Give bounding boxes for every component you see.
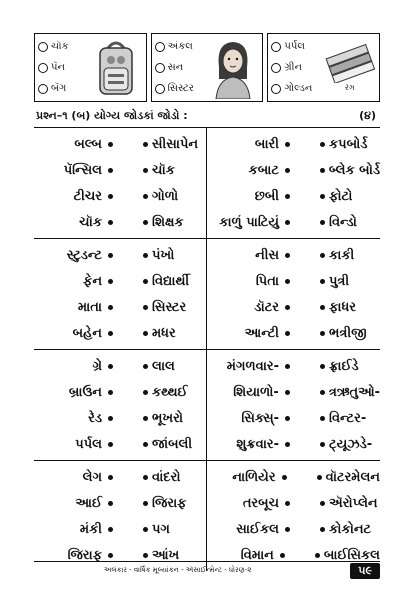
match-dot[interactable] bbox=[143, 305, 148, 310]
option-item[interactable]: ચૉક bbox=[38, 41, 90, 52]
right-term: લાલ bbox=[152, 358, 175, 374]
match-dot[interactable] bbox=[108, 442, 113, 447]
match-row bbox=[34, 464, 380, 490]
page-footer bbox=[34, 561, 380, 579]
match-dot[interactable] bbox=[320, 501, 325, 506]
match-row bbox=[34, 379, 380, 405]
right-term: ફાધર bbox=[329, 299, 356, 315]
radio-icon[interactable] bbox=[271, 84, 281, 94]
right-term: કથ્થઈ bbox=[152, 384, 188, 400]
left-term: લેગ bbox=[82, 469, 102, 485]
match-group-2 bbox=[34, 238, 380, 349]
left-term: નીસ bbox=[255, 247, 279, 263]
match-dot[interactable] bbox=[108, 475, 113, 480]
match-dot[interactable] bbox=[143, 331, 148, 336]
match-dot[interactable] bbox=[285, 142, 290, 147]
right-term: વિદ્યાર્થી bbox=[152, 273, 190, 289]
match-dot[interactable] bbox=[143, 253, 148, 258]
match-dot[interactable] bbox=[285, 194, 290, 199]
question-marks: (૪) bbox=[359, 109, 376, 122]
match-dot[interactable] bbox=[143, 194, 148, 199]
left-term: મંગળવાર- bbox=[226, 358, 279, 374]
match-dot[interactable] bbox=[320, 194, 325, 199]
match-dot[interactable] bbox=[285, 527, 290, 532]
option-item[interactable]: સન bbox=[155, 62, 207, 73]
match-dot[interactable] bbox=[320, 390, 325, 395]
match-dot[interactable] bbox=[108, 527, 113, 532]
left-term: ફેન bbox=[83, 273, 102, 289]
right-term: જાંબલી bbox=[152, 436, 193, 452]
match-dot[interactable] bbox=[282, 475, 287, 480]
left-term: સ્ટુડન્ટ bbox=[66, 247, 102, 263]
match-dot[interactable] bbox=[108, 553, 113, 558]
match-dot[interactable] bbox=[108, 416, 113, 421]
left-term: ચૉક bbox=[79, 214, 102, 230]
right-term: ચૉક bbox=[152, 162, 175, 178]
match-dot[interactable] bbox=[285, 168, 290, 173]
girl-illustration bbox=[207, 36, 260, 99]
match-row bbox=[34, 405, 380, 431]
match-dot[interactable] bbox=[143, 142, 148, 147]
left-term: બલ્બ bbox=[74, 136, 102, 152]
color-label: રંગ bbox=[344, 82, 355, 92]
match-row bbox=[34, 294, 380, 320]
right-term: ગોળો bbox=[152, 188, 179, 204]
match-dot[interactable] bbox=[285, 442, 290, 447]
option-box-2 bbox=[151, 33, 264, 102]
radio-icon[interactable] bbox=[271, 42, 281, 52]
option-item[interactable]: ગોલ્ડન bbox=[271, 83, 323, 94]
match-dot[interactable] bbox=[143, 168, 148, 173]
option-item[interactable]: સિસ્ટર bbox=[155, 83, 207, 94]
radio-icon[interactable] bbox=[38, 42, 48, 52]
match-dot[interactable] bbox=[108, 194, 113, 199]
left-term: ગ્રે bbox=[92, 358, 102, 374]
option-item[interactable]: પર્પલ bbox=[271, 41, 323, 52]
match-dot[interactable] bbox=[320, 305, 325, 310]
left-term: ટીચર bbox=[73, 188, 102, 204]
page-number: ૫૯ bbox=[350, 563, 380, 579]
option-item[interactable]: બૅગ bbox=[38, 83, 90, 94]
match-dot[interactable] bbox=[285, 390, 290, 395]
match-dot[interactable] bbox=[108, 501, 113, 506]
match-dot[interactable] bbox=[317, 475, 322, 480]
right-term: ભૂખરો bbox=[152, 410, 184, 426]
right-term: ઍરોપ્લેન bbox=[329, 495, 378, 511]
match-row bbox=[34, 131, 380, 157]
left-term: કબાટ bbox=[248, 162, 279, 178]
match-row bbox=[34, 242, 380, 268]
match-dot[interactable] bbox=[108, 305, 113, 310]
school-bag-illustration bbox=[90, 36, 143, 99]
school-bag-icon bbox=[94, 38, 138, 98]
match-dot[interactable] bbox=[320, 279, 325, 284]
left-term: પર્પલ bbox=[75, 436, 102, 452]
match-row bbox=[34, 516, 380, 542]
right-term: જિરાફ bbox=[152, 495, 187, 511]
right-term: બાઈસિકલ bbox=[323, 547, 380, 563]
match-row bbox=[34, 157, 380, 183]
right-term: શિક્ષક bbox=[152, 214, 184, 230]
matching-grid bbox=[34, 127, 380, 571]
right-term: ટ્યૂઝડે- bbox=[329, 436, 373, 452]
color-bars-icon bbox=[325, 43, 375, 83]
left-term: સાઈકલ bbox=[236, 521, 279, 537]
right-term: ભત્રીજી bbox=[329, 325, 367, 341]
match-row bbox=[34, 183, 380, 209]
left-term: મંકી bbox=[79, 521, 102, 537]
left-term: ડૉટર bbox=[254, 299, 279, 315]
match-dot[interactable] bbox=[285, 253, 290, 258]
right-term: ત્રઋતુઓ- bbox=[328, 384, 380, 400]
radio-icon[interactable] bbox=[155, 84, 165, 94]
radio-icon[interactable] bbox=[155, 63, 165, 73]
match-group-4 bbox=[34, 460, 380, 571]
match-dot[interactable] bbox=[143, 527, 148, 532]
right-term: બ્લેક બોર્ડ bbox=[328, 162, 380, 178]
right-term: વિન્ડો bbox=[329, 214, 357, 230]
right-term: કપબોર્ડ bbox=[329, 136, 368, 152]
match-dot[interactable] bbox=[320, 331, 325, 336]
match-dot[interactable] bbox=[320, 416, 325, 421]
left-term: તરબૂચ bbox=[242, 495, 279, 511]
right-term: પંખો bbox=[152, 247, 175, 263]
match-dot[interactable] bbox=[108, 220, 113, 225]
match-dot[interactable] bbox=[320, 220, 325, 225]
left-term: માતા bbox=[77, 299, 102, 315]
match-dot[interactable] bbox=[320, 442, 325, 447]
left-term: રેડ bbox=[88, 410, 102, 426]
right-term: વિન્ટર- bbox=[329, 410, 367, 426]
right-term: પગ bbox=[152, 521, 170, 537]
right-term: સિસ્ટર bbox=[152, 299, 187, 315]
radio-icon[interactable] bbox=[38, 63, 48, 73]
option-item[interactable]: અંકલ bbox=[155, 41, 207, 52]
right-term: આંખ bbox=[152, 547, 180, 563]
match-dot[interactable] bbox=[285, 364, 290, 369]
match-dot[interactable] bbox=[285, 305, 290, 310]
right-term: ફ્રાઈડે bbox=[329, 358, 359, 374]
question-header bbox=[36, 109, 376, 123]
left-term: પિતા bbox=[255, 273, 279, 289]
left-term: બહેન bbox=[72, 325, 102, 341]
match-row bbox=[34, 268, 380, 294]
match-dot[interactable] bbox=[320, 168, 325, 173]
right-term: કોકોનટ bbox=[329, 521, 372, 537]
question-label: પ્રશ્ન–૧ (બ) યોગ્ય જોડકાં જોડો : bbox=[36, 109, 188, 122]
left-term: નાળિયેર bbox=[232, 469, 276, 485]
left-term: શિયાળો- bbox=[233, 384, 279, 400]
match-dot[interactable] bbox=[285, 220, 290, 225]
right-term: વાંદરો bbox=[152, 469, 181, 485]
match-dot[interactable] bbox=[143, 390, 148, 395]
radio-icon[interactable] bbox=[271, 63, 281, 73]
match-row bbox=[34, 320, 380, 346]
color-bars-illustration bbox=[323, 36, 376, 99]
option-item[interactable]: ગ્રીન bbox=[271, 62, 323, 73]
match-dot[interactable] bbox=[143, 416, 148, 421]
match-dot[interactable] bbox=[108, 390, 113, 395]
left-term: બ્રાઉન bbox=[68, 384, 102, 400]
right-term: સીસાપેન bbox=[152, 136, 199, 152]
option-box-1 bbox=[34, 33, 147, 102]
option-box-3 bbox=[267, 33, 380, 102]
match-dot[interactable] bbox=[320, 142, 325, 147]
right-term: વૉટરમેલન bbox=[325, 469, 380, 485]
match-dot[interactable] bbox=[320, 253, 325, 258]
match-dot[interactable] bbox=[143, 501, 148, 506]
radio-icon[interactable] bbox=[38, 84, 48, 94]
left-term: આઈ bbox=[75, 495, 102, 511]
match-dot[interactable] bbox=[315, 553, 320, 558]
radio-icon[interactable] bbox=[155, 42, 165, 52]
match-dot[interactable] bbox=[143, 442, 148, 447]
option-item[interactable]: પૅન bbox=[38, 62, 90, 73]
left-term: બારી bbox=[254, 136, 279, 152]
match-dot[interactable] bbox=[285, 279, 290, 284]
left-term: પૅન્સિલ bbox=[63, 162, 102, 178]
right-term: પુત્રી bbox=[329, 273, 350, 289]
options-row bbox=[34, 33, 380, 102]
match-dot[interactable] bbox=[143, 220, 148, 225]
match-group-1 bbox=[34, 127, 380, 238]
right-term: કાકી bbox=[329, 247, 355, 263]
match-dot[interactable] bbox=[285, 416, 290, 421]
match-dot[interactable] bbox=[320, 527, 325, 532]
match-dot[interactable] bbox=[108, 279, 113, 284]
match-dot[interactable] bbox=[108, 253, 113, 258]
match-group-3 bbox=[34, 349, 380, 460]
match-dot[interactable] bbox=[285, 501, 290, 506]
match-dot[interactable] bbox=[285, 331, 290, 336]
match-dot[interactable] bbox=[280, 553, 285, 558]
match-row bbox=[34, 490, 380, 516]
girl-icon bbox=[210, 37, 256, 99]
match-dot[interactable] bbox=[108, 168, 113, 173]
match-row bbox=[34, 353, 380, 379]
match-dot[interactable] bbox=[143, 475, 148, 480]
match-dot[interactable] bbox=[108, 331, 113, 336]
match-dot[interactable] bbox=[143, 553, 148, 558]
match-row bbox=[34, 431, 380, 457]
left-term: છબી bbox=[254, 188, 279, 204]
right-term: મધર bbox=[152, 325, 176, 341]
footer-text: અલંકાર - વાર્ષિક મૂલ્યાંકન - ઍસાઈન્મેન્ટ - ધોરણ-૨ bbox=[104, 566, 252, 574]
left-term: આન્ટી bbox=[244, 325, 279, 341]
left-term: સિક્સ્- bbox=[241, 410, 279, 426]
left-term: જિરાફ bbox=[67, 547, 102, 563]
left-term: કાળું પાટિયું bbox=[219, 214, 279, 230]
right-term: ફોટો bbox=[329, 188, 353, 204]
match-dot[interactable] bbox=[108, 364, 113, 369]
match-row bbox=[34, 209, 380, 235]
left-term: શુક્રવાર- bbox=[236, 436, 279, 452]
match-dot[interactable] bbox=[143, 279, 148, 284]
match-dot[interactable] bbox=[143, 364, 148, 369]
match-dot[interactable] bbox=[108, 142, 113, 147]
left-term: વિમાન bbox=[240, 547, 274, 563]
match-dot[interactable] bbox=[320, 364, 325, 369]
